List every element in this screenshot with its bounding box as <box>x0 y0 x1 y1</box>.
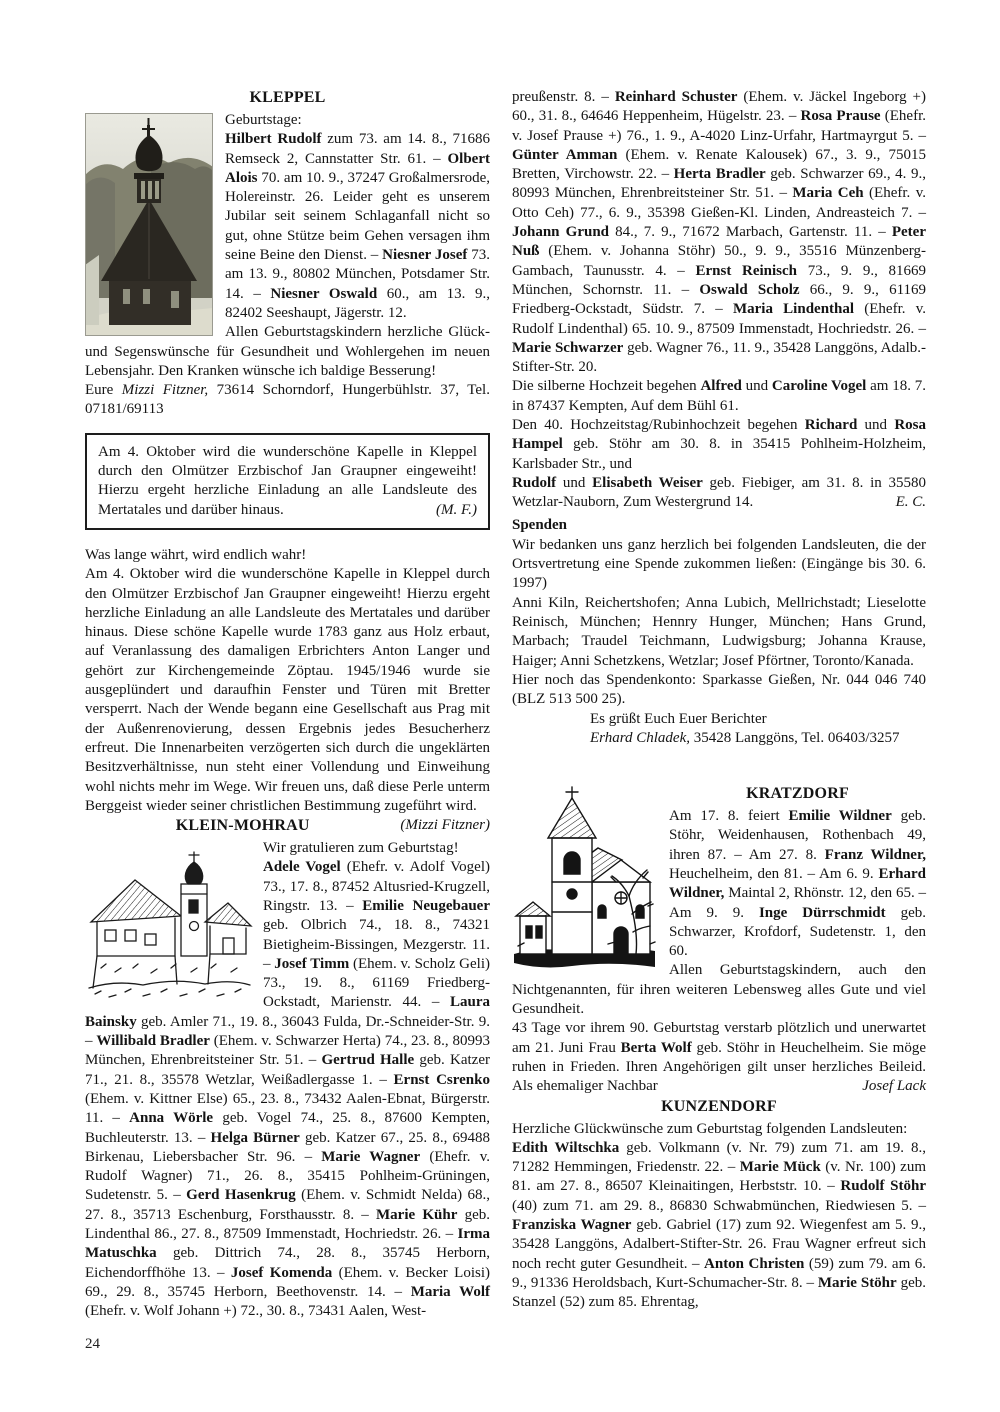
paragraph-km-birthdays: Adele Vogel (Ehefr. v. Adolf Vogel) 73., 17. 8., 87452 Altusried-Krugzell, Ringstr. 13. – Emilie Neugebauer geb. Olbrich 74., 18. 8., 74321 Bietigheim-Bissingen, Mezgerstr. 11. – Josef Timm (Ehem. v. Scholz Geli) 73., 19. 8., 61169 Friedberg-Ockstadt, Marienstr. 44. – Laura Bainsky geb. Amler 71., 19. 8., 36043 Fulda, Dr.-Schneider-Str. 9. – Willibald Bradler (Ehem. v. Schwarzer Herta) 74., 23. 8., 80993 München, Ehrenbreitsteiner Str. 51. – Gertrud Halle geb. Katzer 71., 21. 8., 35578 Wetzlar, Weißadlergasse 1. – Ernst Csrenko (Ehem. v. Kittner Else) 65., 23. 8., 73432 Aalen-Ebnat, Bürgerstr. 11. – Anna Wörle geb. Vogel 74., 25. 8., 87600 Kempten, Buchleuterstr. 13. – Helga Bürner geb. Katzer 67., 25. 8., 69488 Birkenau, Liebersbacher Str. 96. – Marie Wagner (Ehefr. v. Rudolf Wagner) 71., 26. 8., 35415 Pohlheim-Grüningen, Sudetenstr. 5. – Gerd Hasenkrug (Ehem. v. Schmidt Nelda) 68., 27. 8., 35713 Eschenburg, Forsthausstr. 8. – Marie Kühr geb. Lindenthal 86., 27. 8., 87509 Immenstadt, Hochriedstr. 26. – Irma Matuschka geb. Dittrich 74., 28. 8., 35745 Herborn, Eichendorffhöhe 13. – Josef Komenda (Ehem. v. Becker Loisi) 69., 29. 8., 35745 Herborn, Beethovenstr. 14. – Maria Wolf (Ehefr. v. Wolf Johann +) 72., 30. 8., 73431 Aalen, West- <box>85 859 491 1320</box>
kratzdorf-church-drawing <box>512 786 657 974</box>
paragraph-kleppel-birthdays: Hilbert Rudolf zum 73. am 14. 8., 71686 Remseck 2, Cannstatter Str. 61. – Olbert Alois 70. am 10. 9., 37247 Großalmersrode, Holereinstr. 26. Leider geht es unserem Jubilar seit seinem Schlaganfall nicht so gut, ohne Stütze beim Gehen versagen ihm seine Beine den Dienst. – Niesner Josef 73. am 13. 9., 80802 München, Potsdamer Str. 14. – Niesner Oswald 60., am 13. 9., 82402 Seeshaupt, Jägerstr. 12. <box>225 131 490 321</box>
paragraph-kratzdorf-wishes: Allen Geburtstagskindern, auch den Nichtgenannten, für ihren weiteren Lebensweg alles Gute und viel Gesundheit. <box>512 962 926 1018</box>
paragraph-kunzendorf-intro: Herzliche Glückwünsche zum Geburtstag folgenden Landsleuten: <box>512 1120 908 1137</box>
paragraph-kleppel-contact: Eure Mizzi Fitzner, 73614 Schorndorf, Hungerbühlstr. 37, Tel. 07181/69113 <box>85 382 490 418</box>
paragraph-spenden-intro: Wir bedanken uns ganz herzlich bei folgenden Landsleuten, die der Ortsvertretung eine Spende zukommen ließen: (Eingänge bis 30. 6. 1997) <box>512 536 926 592</box>
kratzdorf-section <box>512 784 926 1019</box>
paragraph-was-lange: Was lange währt, wird endlich wahr! <box>85 546 307 563</box>
paragraph-invitation: Am 4. Oktober wird die wunderschöne Kapelle in Kleppel durch den Olmützer Erzbischof Jan Graupner eingeweiht! Hierzu ergeht herzliche Einladung an alle Landsleute des Mertatales und darüber hinaus. (M. F.) <box>98 443 477 518</box>
paragraph-silver-wedding: Die silberne Hochzeit begehen Alfred und Caroline Vogel am 18. 7. in 87437 Kempten, Auf dem Bühl 61. <box>512 378 926 414</box>
kleppel-chapel-photo <box>85 113 213 336</box>
paragraph-km-birthdays-continued: preußenstr. 8. – Reinhard Schuster (Ehem. v. Jäckel Ingeborg +) 60., 31. 8., 64646 Heppenheim, Hügelstr. 23. – Rosa Prause (Ehefr. v. Josef Prause +) 76., 1. 9., A-4020 Linz-Urfahr, Hartmayrgut 5. – Günter Amman (Ehem. v. Renate Kalousek) 67., 3. 9., 75015 Bretten, Virchowstr. 22. – Herta Bradler geb. Schwarzer 69., 4. 9., 80993 München, Ehrenbreitsteiner Str. 51. – Maria Ceh (Ehefr. v. Otto Ceh) 77., 6. 9., 35398 Gießen-Kl. Linden, Andreasteich 7. – Johann Grund 84., 7. 9., 71672 Marbach, Gartenstr. 11. – Peter Nuß (Ehem. v. Johanna Stöhr) 50., 9. 9., 35516 Münzenberg-Gambach, Taunusstr. 4. – Ernst Reinisch 73., 9. 9., 81669 München, Schornstr. 11. – Oswald Scholz 66., 9. 9., 61169 Friedberg-Ockstadt, Südstr. 7. – Maria Lindenthal (Ehefr. v. Rudolf Lindenthal) 65. 10. 9., 87509 Immenstadt, Hochriedstr. 26. – Marie Schwarzer geb. Wagner 76., 11. 9., 35428 Langgöns, Adalb.-Stifter-Str. 20. <box>512 89 927 376</box>
paragraph-reporter: Erhard Chladek, 35428 Langgöns, Tel. 06403/3257 <box>590 729 900 746</box>
paragraph-weiser-wedding: Rudolf und Elisabeth Weiser geb. Fiebiger, am 31. 8. in 35580 Wetzlar-Nauborn, Zum Westergrund 14. E. C. <box>512 474 927 511</box>
paragraph-kratzdorf-birthdays: Am 17. 8. feiert Emilie Wildner geb. Stöhr, Weidenhausen, Rothenbach 49, ihren 87. – Am 27. 8. Franz Wildner, Heuchelheim, den 81. – Am 6. 9. Erhard Wildner, Maintal 2, Rhönstr. 12, den 65. – Am 9. 9. Inge Dürrschmidt geb. Schwarzer, Krofdorf, Sudetenstr. 1, den 60. <box>669 808 927 960</box>
paragraph-kleppel-wishes: Allen Geburtstagskindern herzliche Glück- und Segenswünsche für Gesundheit und Wohlergehen im neuen Lebensjahr. Den Kranken wünsche ich baldige Besserung! <box>85 324 490 379</box>
paragraph-greeting: Es grüßt Euch Euer Berichter <box>590 710 767 727</box>
kleppel-section <box>85 111 490 420</box>
paragraph-spenden-donors: Anni Kiln, Reichertshofen; Anna Lubich, Mellrichstadt; Lieselotte Reinisch, München; Hennry Hunger, München; Hans Grund, Marbach; Traudel Teichmann, Ludwigsburg; Johanna Krause, Haiger; Anni Schetzkens, Wetzlar; Josef Pförtner, Toronto/Kanada. <box>512 594 926 669</box>
invitation-box <box>85 433 490 530</box>
page-number: 24 <box>85 1336 100 1352</box>
heading-spenden: Spenden <box>512 516 568 533</box>
paragraph-km-intro: Wir gratulieren zum Geburtstag! <box>263 840 459 857</box>
paragraph-kratzdorf-obituary: 43 Tage vor ihrem 90. Geburtstag verstarb plötzlich und unerwartet am 21. Juni Frau Berta Wolf geb. Stöhr in Heuchelheim. Sie möge ruhen in Frieden. Ihren Angehörigen gilt unser herzliches Beileid. Als ehemaliger Nachbar Josef Lack <box>512 1020 926 1095</box>
klein-mohrau-village-etching <box>85 842 253 1002</box>
paragraph-geburtstage-label: Geburtstage: <box>225 112 302 128</box>
right-column <box>512 88 926 1313</box>
paragraph-kunzendorf-birthdays: Edith Wiltschka geb. Volkmann (v. Nr. 79) zum 71. am 19. 8., 71282 Hemmingen, Friedenstr. 22. – Marie Mück (v. Nr. 100) zum 81. am 27. 8., 86507 Kleinaitingen, Herbststr. 10. – Rudolf Stöhr (40) zum 71. am 29. 8., 86830 Schwabmünchen, Riedwiesen 5. – Franziska Wagner geb. Gabriel (17) zum 92. Wiegenfest am 5. 9., 35428 Langgöns, Adalbert-Stifter-Str. 26. Frau Wagner erfreut sich noch recht guter Gesundheit. – Anton Christen (59) zum 79. am 6. 9., 91336 Heroldsbach, Kurt-Schumacher-Str. 8. – Marie Stöhr geb. Stanzel (52) zum 85. Ehrentag, <box>512 1139 927 1311</box>
klein-mohrau-section <box>85 839 490 1321</box>
section-title-kunzendorf: KUNZENDORF <box>661 1097 777 1115</box>
paragraph-ruby-wedding: Den 40. Hochzeitstag/Rubinhochzeit begehen Richard und Rosa Hampel geb. Stöhr am 30. 8. in 35415 Pohlheim-Holzheim, Karlsbader Str., und <box>512 417 927 472</box>
paragraph-spenden-konto: Hier noch das Spendenkonto: Sparkasse Gießen, Nr. 044 046 740 (BLZ 513 500 25). <box>512 671 926 708</box>
section-title-kratzdorf: KRATZDORF <box>746 785 849 803</box>
section-title-kleppel: KLEPPEL <box>249 89 326 106</box>
left-column <box>85 88 490 1322</box>
section-title-klein-mohrau: KLEIN-MOHRAU <box>175 817 310 835</box>
paragraph-kapelle-history: Am 4. Oktober wird die wunderschöne Kapelle in Kleppel durch den Olmützer Erzbischof Jan Graupner eingeweiht! Hierzu ergeht herzliche Einladung an alle Landsleute des Mertatales und darüber hinaus. Diese schöne Kapelle wurde 1783 ganz aus Holz erbaut, auf Veranlassung des damaligen Erbrichters Anton Langer und gehört zur Kirchengemeinde Zöptau. 1945/1946 wurde sie ausgeplündert und daraufhin Fenster und Türen mit Bretter versperrt. Nach der Wende begann eine Gesellschaft aus Prag mit der Außenrenovierung, dessen Ergebnis jedes Besucherherz erfreut. Die Innenarbeiten verzögerten sich durch die ungeklärten Besitzverhältnisse, nun steht einer Vollendung und Einweihung wohl nichts mehr im Wege. Wir freuen uns, daß diese Perle unterm Berggeist wieder seiner christlichen Bestimmung zugeführt wird. (Mizzi Fitzner) <box>85 566 490 834</box>
